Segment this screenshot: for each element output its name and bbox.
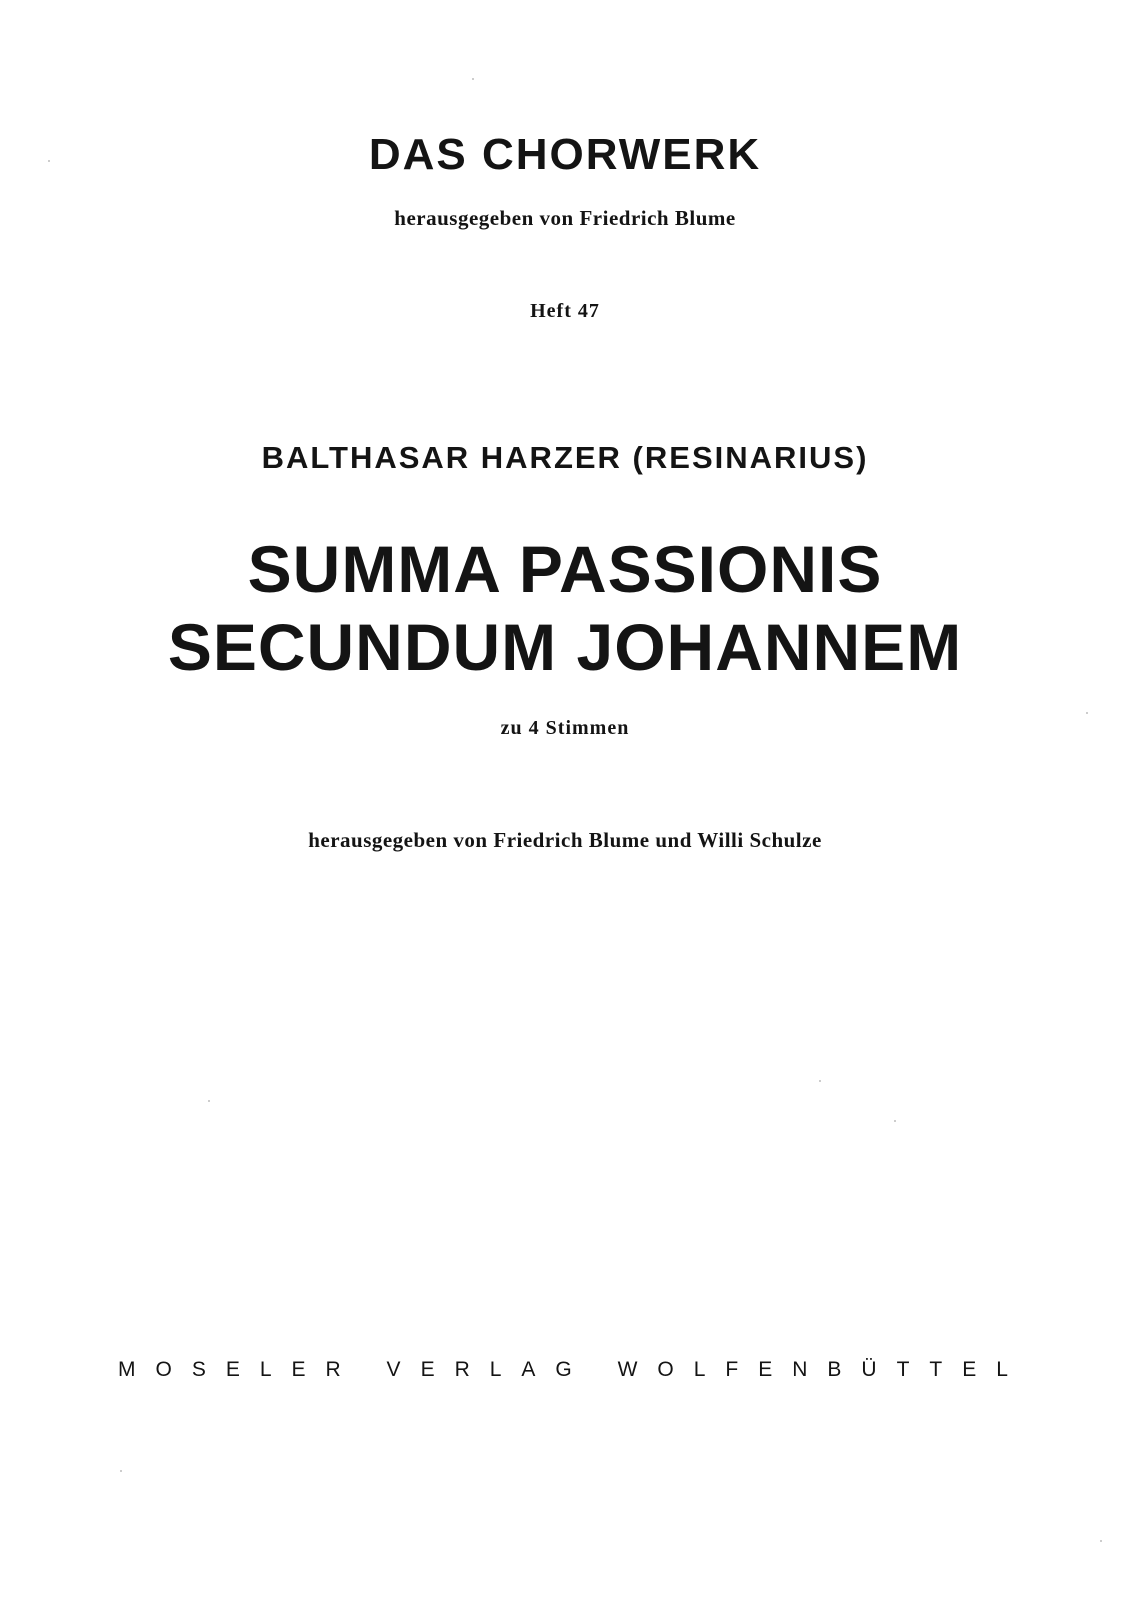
- work-title-line-2: SECUNDUM JOHANNEM: [167, 610, 963, 684]
- scan-speck: [819, 1080, 821, 1082]
- editors-line: herausgegeben von Friedrich Blume und Willi Schulze: [308, 828, 822, 852]
- scan-speck: [894, 1120, 896, 1122]
- scan-speck: [48, 160, 50, 162]
- voices-note: zu 4 Stimmen: [500, 717, 630, 739]
- scan-speck: [1086, 712, 1088, 714]
- work-title: [0, 530, 1130, 686]
- series-title: DAS CHORWERK: [368, 130, 762, 179]
- publisher-imprint: MOSELER VERLAG WOLFENBÜTTEL: [118, 1358, 1028, 1381]
- scan-speck: [120, 1470, 122, 1472]
- composer-name: BALTHASAR HARZER (RESINARIUS): [261, 440, 869, 475]
- scan-speck: [208, 1100, 210, 1102]
- scan-speck: [472, 78, 474, 80]
- series-editor-line: herausgegeben von Friedrich Blume: [394, 206, 736, 230]
- scan-speck: [1100, 1540, 1102, 1542]
- issue-number: Heft 47: [530, 300, 600, 322]
- work-title-line-1: SUMMA PASSIONIS: [247, 532, 883, 606]
